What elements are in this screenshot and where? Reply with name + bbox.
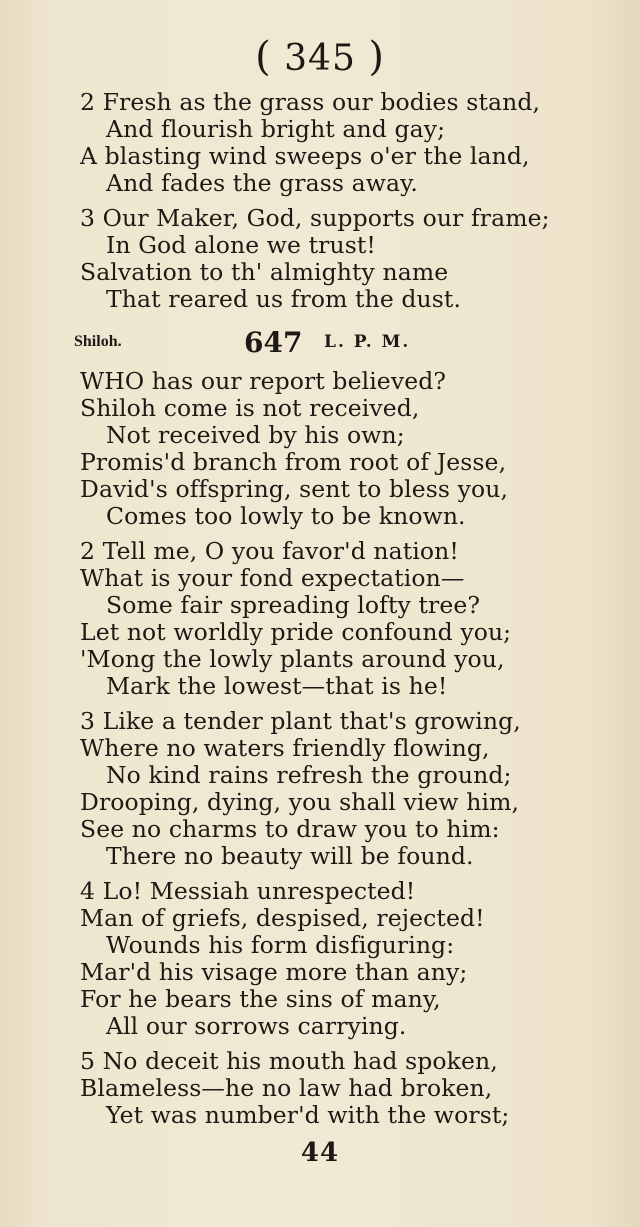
verse-line: Shiloh come is not received, [80, 394, 420, 422]
verse-line: 2 Fresh as the grass our bodies stand, [80, 88, 541, 116]
verse-line: Not received by his own; [106, 421, 405, 449]
verse-line: David's offspring, sent to bless you, [80, 475, 509, 503]
verse-line: 2 Tell me, O you favor'd nation! [80, 537, 459, 565]
verse-line: That reared us from the dust. [106, 285, 462, 313]
hymn-number: 647 [244, 326, 303, 359]
verse-line: Yet was number'd with the worst; [106, 1101, 510, 1129]
verse-line: Comes too lowly to be known. [106, 502, 466, 530]
verse-line: Wounds his form disfiguring: [106, 931, 455, 959]
verse-line: Promis'd branch from root of Jesse, [80, 448, 507, 476]
verse-line: All our sorrows carrying. [106, 1012, 407, 1040]
verse-line: In God alone we trust! [106, 231, 376, 259]
verse-line: 4 Lo! Messiah unrespected! [80, 877, 416, 905]
verse-line: See no charms to draw you to him: [80, 815, 500, 843]
verse-line: 'Mong the lowly plants around you, [80, 645, 505, 673]
verse-line: Drooping, dying, you shall view him, [80, 788, 520, 816]
page-number-value: 345 [284, 38, 356, 79]
verse-line: Let not worldly pride confound you; [80, 618, 512, 646]
verse-line: For he bears the sins of many, [80, 985, 441, 1013]
verse-line: Salvation to th' almighty name [80, 258, 449, 286]
verse-line: And flourish bright and gay; [106, 115, 446, 143]
hymn-heading [74, 326, 574, 360]
verse-line: And fades the grass away. [106, 169, 418, 197]
verse-line: A blasting wind sweeps o'er the land, [80, 142, 530, 170]
verse-line: Man of griefs, despised, rejected! [80, 904, 485, 932]
verse-line: Mar'd his visage more than any; [80, 958, 468, 986]
verse-line: What is your fond expectation— [80, 564, 465, 592]
verse-line: 5 No deceit his mouth had spoken, [80, 1047, 498, 1075]
verse-line: Some fair spreading lofty tree? [106, 591, 481, 619]
verse-line: There no beauty will be found. [106, 842, 474, 870]
hymn-meter: L. P. M. [324, 332, 411, 352]
verse-line: 3 Like a tender plant that's growing, [80, 707, 521, 735]
signature-mark: 44 [300, 1138, 340, 1168]
verse-line: No kind rains refresh the ground; [106, 761, 512, 789]
verse-line: 3 Our Maker, God, supports our frame; [80, 204, 550, 232]
verse-line: Where no waters friendly flowing, [80, 734, 490, 762]
verse-line: WHO has our report believed? [80, 367, 447, 395]
tune-name: Shiloh. [74, 333, 122, 350]
page-number: ( 345 ) [255, 34, 385, 80]
verse-line: Blameless—he no law had broken, [80, 1074, 493, 1102]
verse-line: Mark the lowest—that is he! [106, 672, 448, 700]
